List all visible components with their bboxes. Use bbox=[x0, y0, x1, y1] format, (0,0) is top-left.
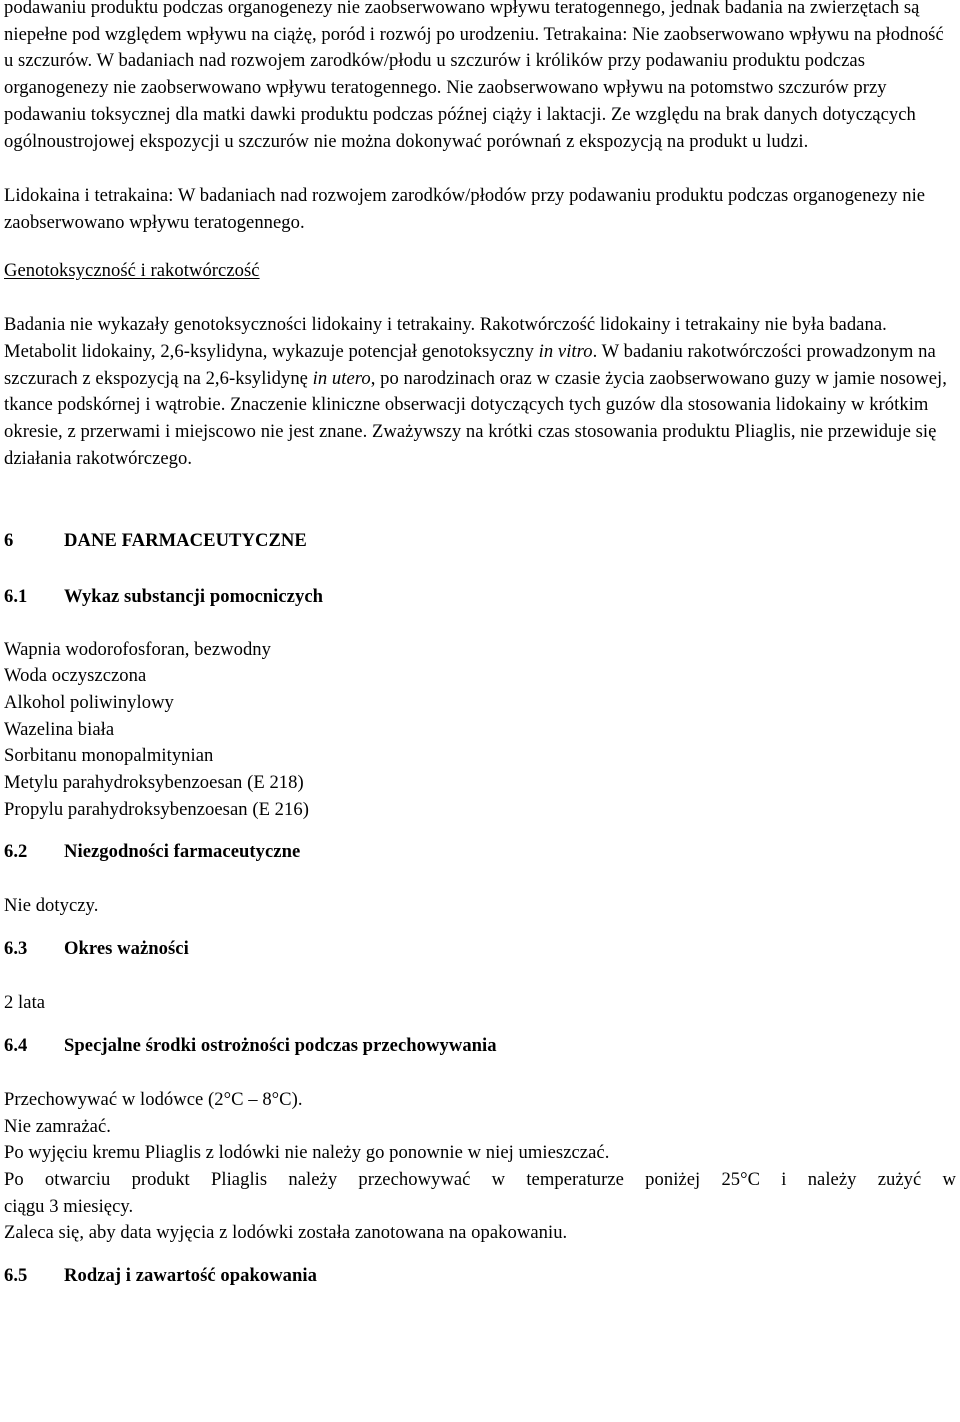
section-6-3-heading bbox=[4, 936, 956, 962]
genotoxicity-italic-in-vitro: in vitro bbox=[538, 341, 593, 363]
storage-line: Po wyjęciu kremu Pliaglis z lodówki nie należy go ponownie w niej umieszczać. bbox=[4, 1142, 610, 1164]
section-number: 6.3 bbox=[4, 938, 28, 960]
section-title: DANE FARMACEUTYCZNE bbox=[64, 529, 307, 551]
storage-line: Przechowywać w lodówce (2°C – 8°C). bbox=[4, 1088, 303, 1110]
section-title: Specjalne środki ostrożności podczas przechowywania bbox=[64, 1034, 497, 1056]
section-6-1-heading bbox=[4, 584, 956, 610]
list-item: Sorbitanu monopalmitynian bbox=[4, 745, 214, 767]
section-6-heading bbox=[4, 528, 956, 554]
genotoxicity-text-c: , po narodzinach oraz w czasie życia zaobserwowano guzy w jamie nosowej, tkance podskórnej i wątrobie. Znaczenie kliniczne obserwacji dotyczących tych guzów dla stosowania lidokainy w krótkim okresie, z przerwami i miejscowo nie jest znane. Zważywszy na krótki czas stosowania produktu Pliaglis, nie przewiduje się działania rakotwórczego. bbox=[4, 367, 947, 469]
paragraph-genotoxicity bbox=[4, 312, 956, 472]
storage-instructions bbox=[4, 1087, 956, 1247]
list-item: Wazelina biała bbox=[4, 718, 115, 740]
genotoxicity-italic-in-utero: in utero bbox=[312, 367, 371, 389]
excipients-list bbox=[4, 637, 956, 824]
list-item: Woda oczyszczona bbox=[4, 665, 147, 687]
storage-line: Nie zamrażać. bbox=[4, 1115, 111, 1137]
list-item: Metylu parahydroksybenzoesan (E 218) bbox=[4, 772, 304, 794]
genotoxicity-heading bbox=[4, 258, 956, 285]
paragraph-teratogenicity bbox=[4, 0, 956, 155]
genotoxicity-heading-text: Genotoksyczność i rakotwórczość bbox=[4, 259, 260, 281]
section-6-3-text: 2 lata bbox=[4, 992, 46, 1014]
genotoxicity-text-a: Badania nie wykazały genotoksyczności lidokainy i tetrakainy. Rakotwórczość lidokainy i tetrakainy nie była badana. Metabolit lidokainy, 2,6-ksylidyna, wykazuje potencjał genotoksyczny bbox=[4, 314, 887, 363]
section-number: 6.1 bbox=[4, 585, 28, 607]
document-page bbox=[4, 0, 956, 1289]
list-item: Alkohol poliwinylowy bbox=[4, 691, 174, 713]
storage-line: Po otwarciu produkt Pliaglis należy przechowywać w temperaturze poniżej 25°C i należy zużyć w bbox=[4, 1168, 956, 1190]
list-item: Propylu parahydroksybenzoesan (E 216) bbox=[4, 798, 309, 820]
section-number: 6 bbox=[4, 529, 14, 551]
genotoxicity-text-b: . W badaniu rakotwórczości prowadzonym na szczurach z ekspozycją na 2,6-ksylidynę bbox=[4, 341, 936, 389]
list-item: Wapnia wodorofosforan, bezwodny bbox=[4, 638, 272, 660]
section-title: Wykaz substancji pomocniczych bbox=[64, 585, 324, 607]
section-6-4-heading bbox=[4, 1033, 956, 1059]
section-number: 6.2 bbox=[4, 841, 28, 863]
storage-line: ciągu 3 miesięcy. bbox=[4, 1195, 134, 1217]
storage-line: Zaleca się, aby data wyjęcia z lodówki została zanotowana na opakowaniu. bbox=[4, 1222, 568, 1244]
section-title: Rodzaj i zawartość opakowania bbox=[64, 1265, 317, 1287]
section-6-2-text: Nie dotyczy. bbox=[4, 895, 99, 917]
section-6-5-heading bbox=[4, 1263, 956, 1289]
section-number: 6.5 bbox=[4, 1265, 28, 1287]
paragraph-teratogenicity-text: podawaniu produktu podczas organogenezy nie zaobserwowano wpływu teratogennego, jednak badania na zwierzętach są niepełne pod względem wpływu na ciążę, poród i rozwój po urodzeniu. Tetrakaina: Nie zaobserwowano wpływu na płodność u szczurów. W badaniach nad rozwojem zarodków/płodu u szczurów i królików przy podawaniu produktu podczas organogenezy nie zaobserwowano wpływu teratogennego. Nie zaobserwowano wpływu na potomstwo szczurów przy podawaniu toksycznej dla matki dawki produktu podczas późnej ciąży i laktacji. Ze względu na brak danych dotyczących ogólnoustrojowej ekspozycji u szczurów nie można dokonywać porównań z ekspozycją na produkt u ludzi. bbox=[4, 0, 944, 152]
paragraph-lidocaine-tetracaine-text: Lidokaina i tetrakaina: W badaniach nad rozwojem zarodków/płodów przy podawaniu produktu podczas organogenezy nie zaobserwowano wpływu teratogennego. bbox=[4, 185, 926, 233]
section-title: Okres ważności bbox=[64, 938, 189, 960]
section-6-2-heading bbox=[4, 839, 956, 865]
section-title: Niezgodności farmaceutyczne bbox=[64, 841, 301, 863]
section-number: 6.4 bbox=[4, 1034, 28, 1056]
paragraph-lidocaine-tetracaine bbox=[4, 183, 956, 236]
